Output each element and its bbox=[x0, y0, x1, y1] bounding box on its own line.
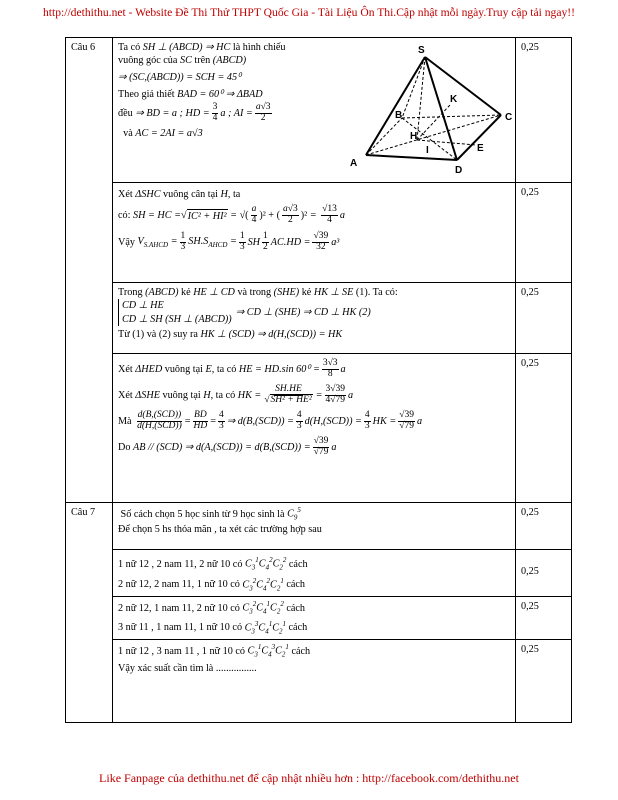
vertex-label: E bbox=[477, 143, 484, 154]
table-row bbox=[66, 597, 572, 640]
table-row bbox=[66, 283, 572, 354]
table-row bbox=[66, 354, 572, 503]
cau6-part2: Xét ΔSHC vuông cân tại H , ta có: SH = HC = √ IC² + HI² = √( $\frac{a}{4}$ )² + ( $\frac{a√3}{2}$ )² = $\frac{√13}{4}$ a Vậy $V_{S.AHCD}$ = $\frac{1}{3}$ $SH.S_{AHCD}$ = $\frac{1}{3}$ SH $\frac{1}{2}$ AC.HD = $\frac{√39}{32}$ a³ bbox=[113, 183, 516, 283]
cau6-part3: Trong (ABCD) kẻ HE ⊥ CD và trong (SHE) kẻ HK ⊥ SE (1). Ta có: CD ⊥ HE CD ⊥ SH (SH ⊥ (ABCD)) ⇒ CD ⊥ (SHE) ⇒ CD ⊥ HK (2) Từ (1) và (2) suy ra HK ⊥ (SCD) ⇒ d(H,(SCD)) = HK bbox=[113, 283, 516, 354]
cau6-part1: Ta có SH ⊥ (ABCD) ⇒ HC là hình chiếu vuông góc của SC trên (ABCD) ⇒ (SC,(ABCD)) = SCH = 45⁰ Theo giả thiết BAD = 60⁰ ⇒ ΔBAD đều ⇒ BD = a ; HD = $\frac{3}{4}$ a ; AI = $\frac{a√3}{2}$ và AC = 2AI = a√3 bbox=[113, 38, 516, 183]
vertex-label: K bbox=[450, 94, 458, 105]
score-cell: 0,25 bbox=[516, 597, 572, 640]
site-header-banner: http://dethithu.net - Website Đề Thi Thử THPT Quốc Gia - Tài Liệu Ôn Thi.Cập nhật mỗi ngày.Truy cập tải ngay!! bbox=[42, 6, 576, 19]
question-number: Câu 7 bbox=[66, 503, 113, 723]
score-cell: 0,25 bbox=[516, 183, 572, 283]
score-cell: 0,25 bbox=[516, 38, 572, 183]
vertex-label: H bbox=[410, 131, 418, 142]
score-cell: 0,25 bbox=[516, 640, 572, 723]
score-cell: 0,25 bbox=[516, 354, 572, 503]
table-row bbox=[66, 640, 572, 723]
vertex-label: I bbox=[426, 145, 429, 156]
pyramid-figure bbox=[340, 40, 525, 180]
vertex-label: B bbox=[395, 110, 403, 121]
vertex-label: C bbox=[505, 112, 513, 123]
table-row bbox=[66, 183, 572, 283]
vertex-label: A bbox=[350, 158, 358, 169]
cau7-part2: 1 nữ 12 , 2 nam 11, 2 nữ 10 có $C_3^1C_4^2C_2^2$ cách 2 nữ 12, 2 nam 11, 1 nữ 10 có $C_3^2C_4^2C_2^1$ cách bbox=[113, 550, 516, 597]
site-footer-banner: Like Fanpage của dethithu.net để cập nhật nhiều hơn : http://facebook.com/dethithu.net bbox=[99, 771, 519, 785]
cau7-part3: 2 nữ 12, 1 nam 11, 2 nữ 10 có $C_3^2C_4^1C_2^2$ cách 3 nữ 11 , 1 nam 11, 1 nữ 10 có $C_3^3C_4^1C_2^1$ cách bbox=[113, 597, 516, 640]
cau7-part1: Số cách chọn 5 học sinh từ 9 học sinh là $C_9^5$ Để chọn 5 hs thỏa mãn , ta xét các trường hợp sau bbox=[113, 503, 516, 550]
vertex-label: D bbox=[455, 165, 463, 176]
table-row bbox=[66, 503, 572, 550]
table-row bbox=[66, 550, 572, 597]
score-cell: 0,25 bbox=[516, 283, 572, 354]
vertex-label: S bbox=[418, 45, 425, 56]
score-cell: 0,25 bbox=[516, 550, 572, 597]
cau6-part4: Xét ΔHED vuông tại E , ta có HE = HD.sin 60⁰ = $\frac{3√3}{8}$ a Xét ΔSHE vuông tại H , ta có HK = $\frac{SH.HE}{\text{√SH² + HE²}}$ = $\frac{3√39}{4√79}$ a Mà $\frac{\text{d(B,(SCD))}}{\text{d(H,(SCD))}}$ = $\frac{BD}{HD}$ = $\frac{4}{3}$ ⇒ d(B,(SCD)) = $\frac{4}{3}$ d(H,(SCD)) = $\frac{4}{3}$ HK = $\frac{√39}{√79}$ a Do AB // (SCD) ⇒ d(A,(SCD)) = d(B,(SCD)) = $\frac{√39}{√79}$ a bbox=[113, 354, 516, 503]
score-cell: 0,25 bbox=[516, 503, 572, 550]
question-number: Câu 6 bbox=[66, 38, 113, 503]
cau7-part4: 1 nữ 12 , 3 nam 11 , 1 nữ 10 có $C_3^1C_4^3C_2^1$ cách Vậy xác suất cần tìm là ................ bbox=[113, 640, 516, 723]
